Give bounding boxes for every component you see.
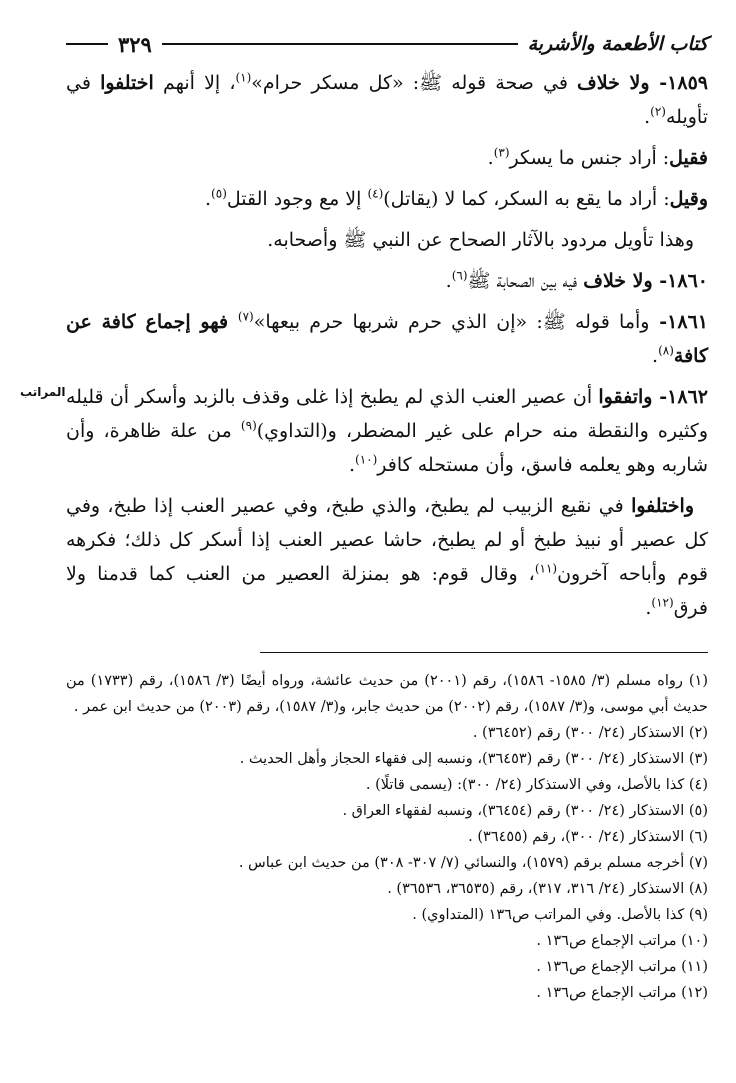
footnotes <box>66 668 708 1006</box>
footnote-separator <box>260 652 708 653</box>
footnote: (١٢) مراتب الإجماع ص١٣٦ . <box>536 985 708 1001</box>
paragraph-1859 <box>66 66 708 134</box>
header-short-rule <box>66 43 108 45</box>
bold-lead: ولا خلاف <box>583 270 653 292</box>
paragraph-qil-2 <box>66 182 708 216</box>
page-number: ٣٢٩ <box>118 31 152 57</box>
footnote: (٥) الاستذكار (٢٤/ ٣٠٠) رقم (٣٦٤٥٤)، ونسبه لفقهاء العراق . <box>342 803 708 819</box>
footnote-ref: (١٢) <box>651 595 674 610</box>
footnote-ref: (١١) <box>534 561 558 576</box>
paragraph-text: : أراد جنس ما يسكر <box>509 147 670 169</box>
footnote: (١٠) مراتب الإجماع ص١٣٦ . <box>536 933 708 949</box>
paragraph-text: ، وقال قوم: هو بمنزلة العصير من العنب كما قدمنا ولا فرق <box>66 563 708 619</box>
paragraph-text: وهذا تأويل مردود بالآثار الصحاح عن النبي ﷺ وأصحابه. <box>267 229 694 251</box>
footnote: (٩) كذا بالأصل. وفي المراتب ص١٣٦ (المتداوي) . <box>412 907 708 923</box>
paragraph-text: : أراد ما يقع به السكر، كما لا (يقاتل) <box>383 188 670 210</box>
margin-note: المراتب <box>20 385 66 399</box>
footnote-ref: (١) <box>235 70 252 85</box>
running-title: كتاب الأطعمة والأشربة <box>527 33 708 55</box>
paragraph-1862 <box>66 380 708 482</box>
paragraph-text: . <box>205 188 212 210</box>
paragraph-text: إلا مع وجود القتل <box>226 188 368 210</box>
footnote-ref: (٣) <box>493 145 510 160</box>
item-number: ١٨٦٢- <box>652 386 708 408</box>
bold-lead: فقيل <box>669 147 708 169</box>
footnote: (١) رواه مسلم (٣/ ١٥٨٥- ١٥٨٦)، رقم (٢٠٠١) من حديث عائشة، ورواه أيضًا (٣/ ١٥٨٦)، رقم (١٧٣٣) من حديث أبي موسى، و(٣/ ١٥٨٧)، رقم (٢٠٠٢) من حديث جابر، و(٣/ ١٥٨٧)، رقم (٢٠٠٣) من حديث ابن عمر . <box>66 673 708 715</box>
paragraph-text: . <box>487 147 494 169</box>
paragraph-text: . <box>652 345 659 367</box>
footnote: (٧) أخرجه مسلم برقم (١٥٧٩)، والنسائي (٧/ ٣٠٧- ٣٠٨) من حديث ابن عباس . <box>238 855 708 871</box>
paragraph-text: في تأويله <box>66 72 708 128</box>
paragraph-text: ، إلا أنهم <box>153 72 236 94</box>
paragraph-text: . <box>445 270 452 292</box>
bold-lead: فهو إجماع كافة عن كافة <box>66 311 708 367</box>
footnote: (٢) الاستذكار (٢٤/ ٣٠٠) رقم (٣٦٤٥٢) . <box>472 725 708 741</box>
footnote-ref: (٥) <box>211 186 227 201</box>
footnote-ref: (٤) <box>367 186 384 201</box>
item-number: ١٨٦٠- <box>652 270 708 292</box>
item-number: ١٨٦١- <box>649 311 708 333</box>
footnote: (٨) الاستذكار (٢٤/ ٣١٦، ٣١٧)، رقم (٣٦٥٣٥، ٣٦٥٣٦) . <box>387 881 708 897</box>
bold-lead: اختلفوا <box>100 72 154 94</box>
page-header <box>66 24 708 64</box>
paragraph-text: . <box>348 454 356 476</box>
footnote-ref: (٧) <box>237 309 254 324</box>
footnote: (٦) الاستذكار (٢٤/ ٣٠٠)، رقم (٣٦٤٥٥) . <box>468 829 708 845</box>
bold-lead: وقيل <box>669 188 708 210</box>
paragraph-qil-1 <box>66 141 708 175</box>
footnote-ref: (٩) <box>240 418 257 433</box>
paragraph-1860 <box>66 264 708 298</box>
paragraph-text: وأما قوله ﷺ: «إن الذي حرم شربها حرم بيعها» <box>253 311 650 333</box>
footnote: (٣) الاستذكار (٢٤/ ٣٠٠) رقم (٣٦٤٥٣)، ونسبه إلى فقهاء الحجاز وأهل الحديث . <box>239 751 708 767</box>
bold-lead: ولا خلاف <box>577 72 650 94</box>
paragraph-text: في نقيع الزبيب لم يطبخ، والذي طبخ، وفي عصير العنب إذا طبخ، وفي كل عصير أو نبيذ طبخ أو لم يطبخ، حاشا عصير العنب إذا أسكر كل ذلك؛ فكرهه قوم وأباحه آخرون <box>66 495 708 585</box>
paragraph-text: من علة ظاهرة، وأن شاربه وهو يعلمه فاسق، وأن مستحله كافر <box>66 420 708 476</box>
paragraph-1861 <box>66 305 708 373</box>
main-text <box>66 66 708 632</box>
footnote: (١١) مراتب الإجماع ص١٣٦ . <box>536 959 708 975</box>
paragraph-text: في صحة قوله ﷺ: «كل مسكر حرام» <box>251 72 578 94</box>
footnote-ref: (٦) <box>451 268 468 283</box>
paragraph-text: أن عصير العنب الذي لم يطبخ إذا غلى وقذف بالزبد وأسكر أن قليله وكثيره والنقطة منه حرام على غير المضطر، و(التداوي) <box>66 386 709 442</box>
footnote: (٤) كذا بالأصل، وفي الاستذكار (٢٤/ ٣٠٠): (يسمى قاتلًا) . <box>365 777 708 793</box>
paragraph-rejection <box>66 223 708 257</box>
paragraph-text: . <box>645 597 652 619</box>
bold-lead: واتفقوا <box>598 386 653 408</box>
header-rule <box>162 43 518 45</box>
paragraph-text: . <box>644 106 651 128</box>
footnote-ref: (٨) <box>658 343 674 358</box>
paragraph-text: فيه بين الصحابة ﷺ <box>467 270 584 292</box>
footnote-ref: (٢) <box>650 104 666 119</box>
footnote-ref: (١٠) <box>355 452 378 467</box>
item-number: ١٨٥٩- <box>649 72 708 94</box>
paragraph-disagreement <box>66 489 708 625</box>
bold-lead: واختلفوا <box>631 495 694 517</box>
